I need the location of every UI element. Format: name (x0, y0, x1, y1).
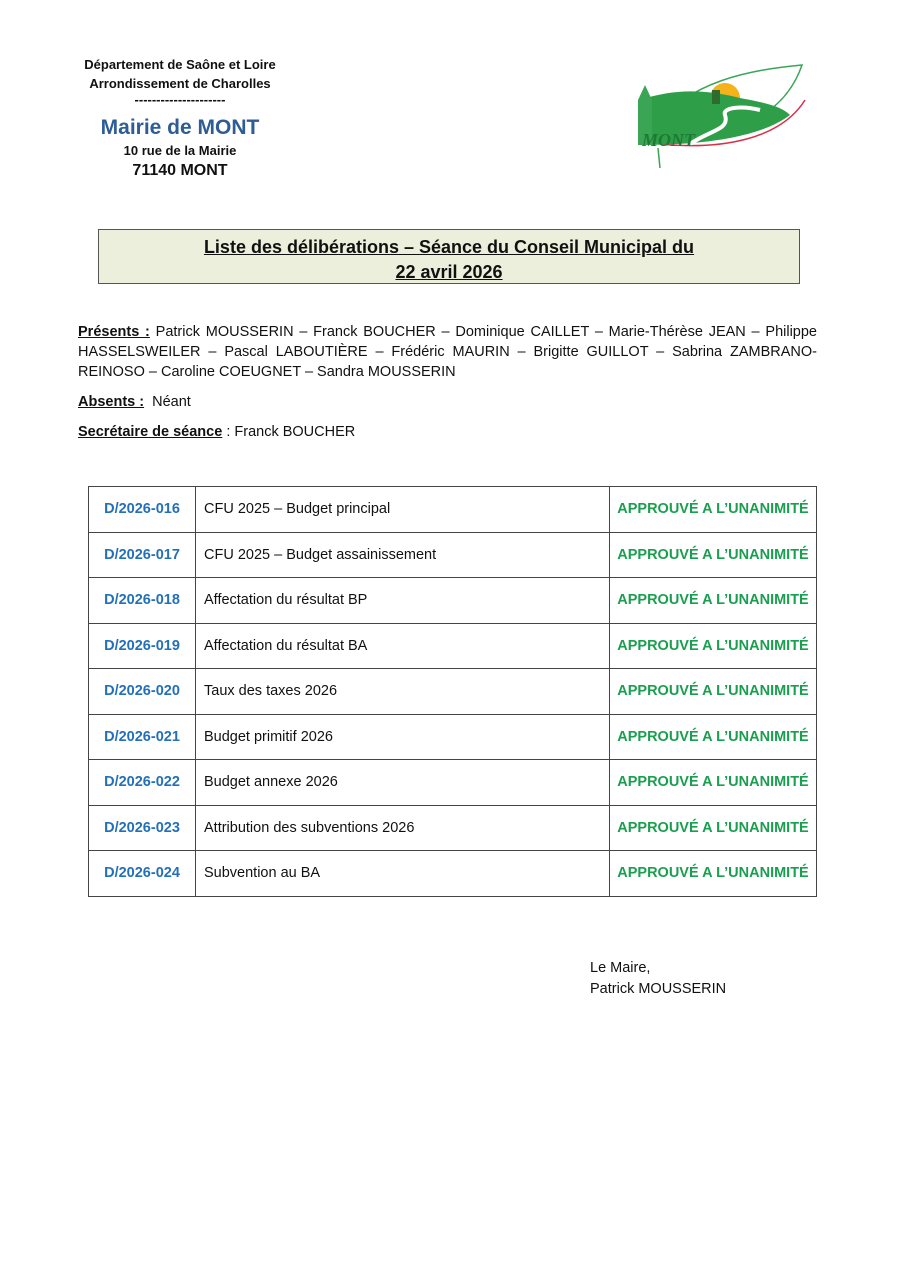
deliberation-code: D/2026-024 (89, 851, 196, 897)
title-line-2: 22 avril 2026 (395, 262, 503, 282)
separator-line: --------------------- (134, 92, 226, 107)
secretaire-label: Secrétaire de séance (78, 424, 223, 440)
deliberation-code: D/2026-023 (89, 805, 196, 851)
absents-paragraph (78, 392, 817, 412)
deliberation-status: APPROUVÉ A L’UNANIMITÉ (610, 851, 817, 897)
department-line: Département de Saône et Loire (84, 57, 276, 72)
mont-logo (630, 60, 810, 172)
deliberation-subject: CFU 2025 – Budget principal (196, 487, 610, 533)
table-row (89, 714, 817, 760)
table-row (89, 805, 817, 851)
logo-text: MONT (642, 130, 695, 150)
presents-label: Présents : (78, 324, 150, 340)
deliberation-subject: Subvention au BA (196, 851, 610, 897)
deliberation-code: D/2026-018 (89, 578, 196, 624)
deliberation-subject: Budget annexe 2026 (196, 760, 610, 806)
address-line: 10 rue de la Mairie (123, 143, 237, 158)
deliberation-status: APPROUVÉ A L’UNANIMITÉ (610, 669, 817, 715)
absents-text: Néant (144, 394, 191, 410)
table-row (89, 487, 817, 533)
title-box (98, 229, 800, 284)
presents-text: Patrick MOUSSERIN – Franck BOUCHER – Dominique CAILLET – Marie-Thérèse JEAN – Philippe HASSELSWEILER – Pascal LABOUTIÈRE – Frédéric MAURIN – Brigitte GUILLOT – Sabrina ZAMBRANO-REINOSO – Caroline COEUGNET – Sandra MOUSSERIN (78, 324, 817, 380)
deliberation-subject: Affectation du résultat BA (196, 623, 610, 669)
deliberations-table (88, 486, 817, 897)
deliberation-code: D/2026-019 (89, 623, 196, 669)
deliberation-status: APPROUVÉ A L’UNANIMITÉ (610, 760, 817, 806)
secretaire-text: : Franck BOUCHER (222, 424, 356, 440)
table-row (89, 669, 817, 715)
postal-line: 71140 MONT (132, 162, 228, 179)
signature-block (590, 958, 726, 1000)
presents-paragraph (78, 322, 817, 382)
signature-name: Patrick MOUSSERIN (590, 981, 727, 997)
deliberation-subject: CFU 2025 – Budget assainissement (196, 532, 610, 578)
signature-role: Le Maire, (590, 960, 651, 976)
deliberation-code: D/2026-021 (89, 714, 196, 760)
deliberation-subject: Affectation du résultat BP (196, 578, 610, 624)
table-row (89, 532, 817, 578)
table-row (89, 760, 817, 806)
absents-label: Absents : (78, 394, 145, 410)
table-row (89, 578, 817, 624)
deliberation-code: D/2026-020 (89, 669, 196, 715)
table-row (89, 851, 817, 897)
deliberation-status: APPROUVÉ A L’UNANIMITÉ (610, 532, 817, 578)
title-line-1: Liste des délibérations – Séance du Conseil Municipal du (203, 237, 695, 257)
deliberation-status: APPROUVÉ A L’UNANIMITÉ (610, 487, 817, 533)
table-row (89, 623, 817, 669)
deliberation-status: APPROUVÉ A L’UNANIMITÉ (610, 623, 817, 669)
deliberation-subject: Budget primitif 2026 (196, 714, 610, 760)
deliberation-code: D/2026-017 (89, 532, 196, 578)
deliberation-code: D/2026-016 (89, 487, 196, 533)
secretaire-paragraph (78, 422, 817, 442)
letterhead (60, 55, 300, 182)
deliberation-status: APPROUVÉ A L’UNANIMITÉ (610, 578, 817, 624)
deliberation-status: APPROUVÉ A L’UNANIMITÉ (610, 805, 817, 851)
deliberation-subject: Taux des taxes 2026 (196, 669, 610, 715)
deliberation-status: APPROUVÉ A L’UNANIMITÉ (610, 714, 817, 760)
deliberation-subject: Attribution des subventions 2026 (196, 805, 610, 851)
arrondissement-line: Arrondissement de Charolles (89, 76, 271, 91)
deliberation-code: D/2026-022 (89, 760, 196, 806)
mairie-title: Mairie de MONT (100, 116, 260, 139)
